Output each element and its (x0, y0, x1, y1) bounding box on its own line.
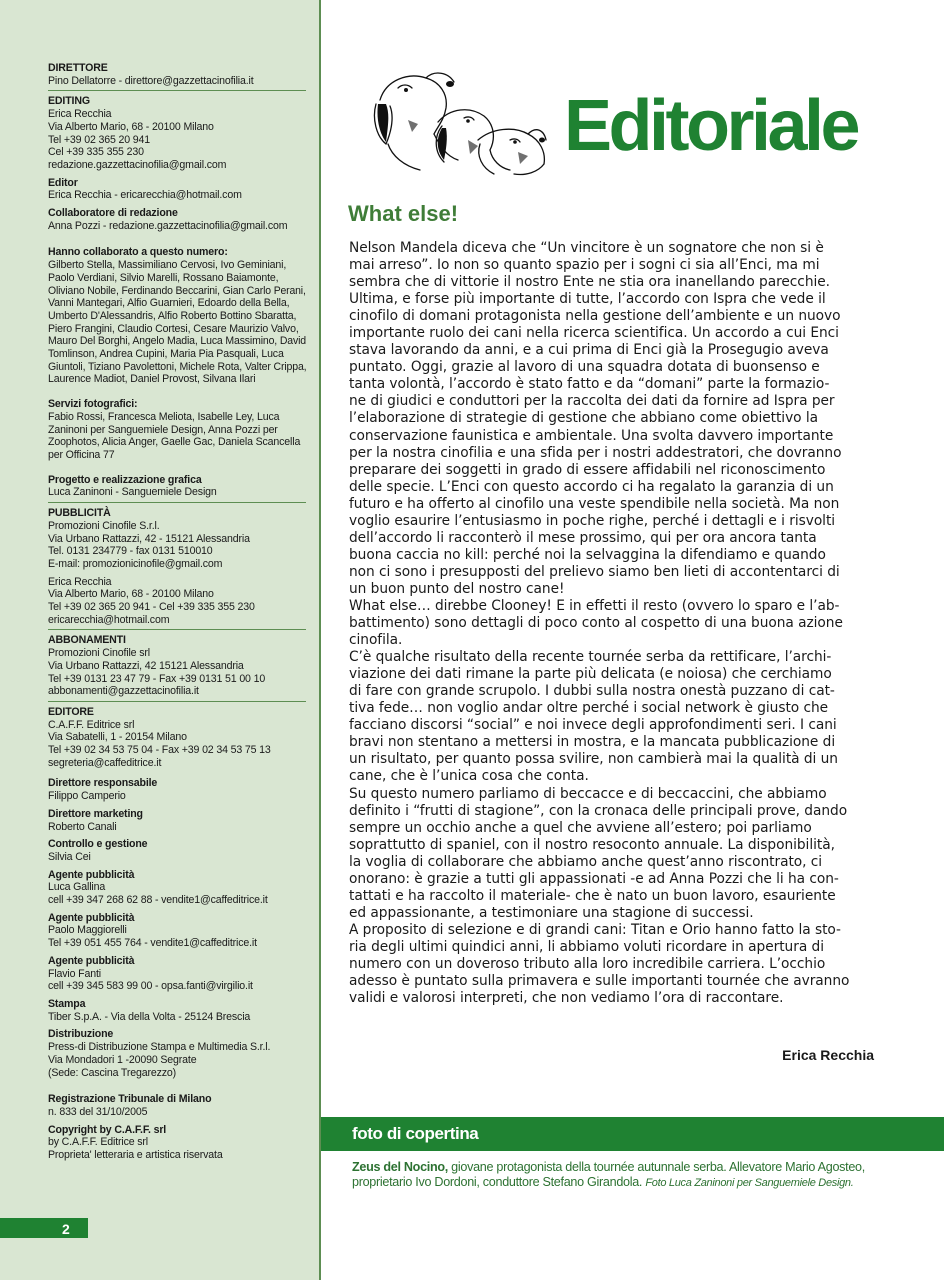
credits-line: Erica Recchia (48, 108, 112, 121)
credits-heading: Distribuzione (48, 1028, 114, 1041)
credits-line: Anna Pozzi - redazione.gazzettacinofilia@gmail.com (48, 219, 288, 232)
article-line: sembra che di vittorie il nostro Ente ne stia ora inanellando parecchie. (349, 274, 830, 291)
credits-block-servizi (48, 398, 306, 462)
credits-line: Piero Frangini, Claudio Cortesi, Cesare Maurizio Valvo, (48, 322, 299, 335)
credits-line: Roberto Canali (48, 820, 117, 833)
article-line: un buon punto del nostro cane! (349, 580, 565, 597)
credits-line: Erica Recchia (48, 575, 112, 588)
credits-block-registrazione (48, 1093, 306, 1118)
caption-text: proprietario Ivo Dordoni, conduttore Stefano Girandola. (352, 1175, 643, 1189)
credits-line: Paolo Maggiorelli (48, 924, 127, 937)
credits-heading: DIRETTORE (48, 62, 108, 74)
credits-line: Via Sabatelli, 1 - 20154 Milano (48, 731, 187, 744)
credits-line: segreteria@caffeditrice.it (48, 756, 162, 769)
credits-line: abbonamenti@gazzettacinofilia.it (48, 685, 199, 698)
article-line: delle specie. L’Enci con questo accordo ci ha regalato la garanzia di un (349, 478, 834, 495)
credits-line: cell +39 345 583 99 00 - opsa.fanti@virgilio.it (48, 980, 253, 993)
credits-line: Pino Dellatorre - direttore@gazzettacinofilia.it (48, 74, 254, 87)
caption-line (352, 1160, 912, 1175)
credits-block-editore (48, 706, 306, 770)
credits-line: Mauro Del Borghi, Angelo Madia, Luca Massimino, David (48, 335, 306, 348)
article-line: cinofilo di domani protagonista nella gestione dell’ambiente e un nuovo (349, 308, 841, 325)
article-line: definito i “frutti di stagione”, con la cronaca delle principali prove, dando (349, 802, 848, 819)
article-author: Erica Recchia (782, 1047, 874, 1063)
credits-heading: Collaboratore di redazione (48, 207, 178, 220)
article-line: battimento) sono dettagli di poco conto al cospetto di una buona azione (349, 615, 843, 632)
credits-line: ericarecchia@hotmail.com (48, 613, 170, 626)
credits-heading: EDITING (48, 95, 90, 108)
caption-line (352, 1175, 912, 1191)
credits-block-agente2 (48, 912, 306, 950)
article-line: ria degli ultimi quindici anni, li abbiamo voluti ricordare in apertura di (349, 938, 824, 955)
credits-line: Fabio Rossi, Francesca Meliota, Isabelle Ley, Luca (48, 410, 280, 423)
credits-line: Tel. 0131 234779 - fax 0131 510010 (48, 545, 213, 558)
credits-line: redazione.gazzettacinofilia@gmail.com (48, 158, 227, 171)
article-line: soprattutto di spaniel, con il nostro resoconto annuale. La disponibilità, (349, 836, 835, 853)
article-line: onorano: è grazie a tutti gli appassionati -e ad Anna Pozzi che li ha con- (349, 870, 839, 887)
article-line: bravi non stentano a mettersi in mostra, e la mancata pubblicazione di (349, 734, 836, 751)
page-number: 2 (62, 1221, 70, 1237)
credits-line: Via Urbano Rattazzi, 42 15121 Alessandria (48, 659, 244, 672)
credits-heading: PUBBLICITÀ (48, 507, 111, 520)
credits-line: Paolo Verdiani, Silvio Marelli, Rossano Baiamonte, (48, 271, 279, 284)
credits-heading: Agente pubblicità (48, 868, 135, 881)
credits-line: Luca Zaninoni - Sanguemiele Design (48, 486, 217, 499)
credits-line: Zoophotos, Alicia Anger, Gaelle Gac, Daniela Scancella (48, 436, 301, 449)
article-line: viazione dei dati rimane la parte più delicata (e noiosa) che cerchiamo (349, 666, 832, 683)
article-line: sempre un occhio anche a quel che avviene all’estero; poi parliamo (349, 819, 812, 836)
credits-sidebar (0, 0, 321, 1280)
credits-line: n. 833 del 31/10/2005 (48, 1105, 148, 1118)
credits-line: Tiber S.p.A. - Via della Volta - 25124 Brescia (48, 1010, 251, 1023)
credits-block-direttore-resp (48, 777, 306, 802)
article-body (349, 240, 875, 1007)
credits-heading: Copyright by C.A.F.F. srl (48, 1123, 167, 1136)
credits-block-abbonamenti (48, 634, 306, 698)
credits-block-progetto (48, 474, 306, 499)
credits-line: Umberto D'Alessandris, Alfio Roberto Bottino Sbaratta, (48, 309, 297, 322)
credits-line: Via Alberto Mario, 68 - 20100 Milano (48, 588, 214, 601)
article-line: cinofila. (349, 632, 403, 649)
credits-line: Promozioni Cinofile srl (48, 647, 150, 660)
photo-credit: Foto Luca Zaninoni per Sanguemiele Design. (645, 1177, 854, 1189)
cover-photo-caption (352, 1160, 912, 1191)
credits-line: Erica Recchia - ericarecchia@hotmail.com (48, 189, 242, 202)
article-line: di fare con grande scrupolo. I dubbi sulla nostra onestà puzzano di cat- (349, 683, 835, 700)
article-line: Su questo numero parliamo di beccacce e di beccaccini, che abbiamo (349, 785, 827, 802)
credits-line: Tel +39 02 365 20 941 (48, 133, 150, 146)
dogs-illustration (368, 60, 550, 182)
credits-line: Flavio Fanti (48, 967, 101, 980)
article-line: futuro e ha offerto al cinofilo una veste spendibile nella società. Ma non (349, 495, 840, 512)
article-line: C’è qualche risultato della recente tournée serba da rettificare, l’archi- (349, 649, 832, 666)
article-line: A proposito di selezione e di grandi cani: Titan e Orio hanno fatto la sto- (349, 921, 841, 938)
credits-block-collaboratore (48, 207, 306, 232)
credits-line: Laurence Madiot, Daniel Provost, Silvana Ilari (48, 373, 256, 386)
masthead-credits (48, 62, 306, 1162)
credits-line: Tomlinson, Andrea Cupini, Maria Pia Pasquali, Luca (48, 348, 284, 361)
credits-line: Via Alberto Mario, 68 - 20100 Milano (48, 120, 214, 133)
credits-heading: EDITORE (48, 705, 94, 718)
article-line: preparare dei soggetti in grado di essere affidabili nel riconoscimento (349, 461, 826, 478)
credits-line: Promozioni Cinofile S.r.l. (48, 519, 160, 532)
article-line: adesso è puntato sulla primavera e sulle importanti tournée che avranno (349, 973, 850, 990)
article-title: What else! (348, 201, 459, 226)
credits-line: Tel +39 051 455 764 - vendite1@caffeditrice.it (48, 937, 257, 950)
credits-divider (48, 90, 306, 91)
credits-heading: Registrazione Tribunale di Milano (48, 1093, 212, 1106)
article-line: cane, che è l’unica cosa che conta. (349, 768, 589, 785)
article-line: facciano discorsi “social” e noi invece degli approfondimenti seri. I cani (349, 717, 837, 734)
article-line: tanta volontà, l’accordo è stato fatto e da “domani” parte la formazio- (349, 376, 830, 393)
credits-line: Gilberto Stella, Massimiliano Cervosi, Ivo Geminiani, (48, 259, 287, 272)
credits-block-copyright (48, 1124, 306, 1162)
credits-line: Luca Gallina (48, 881, 106, 894)
credits-block-direttore (48, 62, 306, 87)
article-line: validi e valorosi interpreti, che non vediamo l’ora di raccontare. (349, 990, 784, 1007)
credits-line: Press-di Distribuzione Stampa e Multimedia S.r.l. (48, 1041, 271, 1054)
credits-line: Proprieta' letteraria e artistica riservata (48, 1149, 223, 1162)
credits-heading: Direttore responsabile (48, 777, 158, 790)
cover-photo-title: foto di copertina (352, 1124, 479, 1143)
credits-line: Tel +39 02 34 53 75 04 - Fax +39 02 34 53 75 13 (48, 744, 271, 757)
article-line: Ultima, e forse più importante di tutte, l’accordo con Ispra che vede il (349, 291, 826, 308)
credits-line: Silvia Cei (48, 850, 91, 863)
caption-text: giovane protagonista della tournée autunnale serba. Allevatore Mario Agosteo, (447, 1160, 865, 1174)
credits-block-agente3 (48, 955, 306, 993)
credits-divider (48, 701, 306, 702)
credits-divider (48, 502, 306, 503)
credits-line: C.A.F.F. Editrice srl (48, 718, 135, 731)
article-line: per la nostra cinofilia e una sfida per i nostri addestratori, che dovranno (349, 444, 842, 461)
article-line: tiva fede… non voglio andar oltre perché i social network è giusto che (349, 700, 829, 717)
article-line: non ci sono i presupposti del prelievo siamo ben lieti di accontentarci di (349, 563, 840, 580)
article-line: tattati e ha raccolto il materiale- che è nato un buon lavoro, esauriente (349, 887, 836, 904)
credits-line: Zaninoni per Sanguemiele Design, Anna Pozzi per (48, 423, 278, 436)
article-line: un risultato, per quanto possa svilire, non cambierà mai la qualità di un (349, 751, 838, 768)
article-line: buona caccia no kill: perché noi la selvaggina la difendiamo e quando (349, 546, 826, 563)
article-line: mai arreso”. Io non so quanto spazio per i sogni ci sia all’Enci, ma mi (349, 257, 820, 274)
credits-heading: Agente pubblicità (48, 911, 135, 924)
article-line: l’elaborazione di strategie di gestione che abbiano come obiettivo la (349, 410, 818, 427)
credits-line: Tel +39 0131 23 47 79 - Fax +39 0131 51 00 10 (48, 672, 266, 685)
credits-line: Via Mondadori 1 -20090 Segrate (48, 1053, 197, 1066)
credits-block-stampa (48, 998, 306, 1023)
credits-block-hanno-collaborato (48, 246, 306, 386)
article-line: importante ruolo dei cani nella ricerca scientifica. Un accordo a cui Enci (349, 325, 839, 342)
credits-line: cell +39 347 268 62 88 - vendite1@caffeditrice.it (48, 894, 268, 907)
credits-block-editing (48, 95, 306, 171)
credits-heading: Hanno collaborato a questo numero: (48, 246, 228, 259)
credits-block-editor (48, 177, 306, 202)
article-line: puntato. Oggi, grazie al lavoro di una squadra dotata di buonsenso e (349, 359, 820, 376)
credits-divider (48, 629, 306, 630)
credits-line: Oliviano Nobile, Ferdinando Beccarini, Gian Carlo Perani, (48, 284, 306, 297)
article-line: stava lavorando da anni, e a cui prima di Enci già la Prosegugio aveva (349, 342, 829, 359)
article-line: Nelson Mandela diceva che “Un vincitore è un sognatore che non si è (349, 240, 824, 256)
credits-heading: Direttore marketing (48, 807, 143, 820)
article-line: dell’accordo li racconterò il mese prossimo, qui per ora ancora tanta (349, 529, 817, 546)
page-number-bar (0, 1218, 88, 1238)
credits-block-pubblicita (48, 507, 306, 626)
credits-block-agente1 (48, 869, 306, 907)
article-line: conservazione faunistica e ambientale. Una svolta davvero importante (349, 427, 834, 444)
article-line: numero con un doveroso tributo alla loro incredibile carriera. L’occhio (349, 955, 826, 972)
credits-heading: Servizi fotografici: (48, 398, 138, 411)
credits-line: Tel +39 02 365 20 941 - Cel +39 335 355 230 (48, 601, 255, 614)
credits-heading: Progetto e realizzazione grafica (48, 473, 202, 486)
credits-line: (Sede: Cascina Tregarezzo) (48, 1066, 176, 1079)
credits-heading: Controllo e gestione (48, 838, 148, 851)
credits-line: Giuntoli, Tiziano Pavolettoni, Michele Rota, Valter Crippa, (48, 360, 307, 373)
article-line: voglio esaurire l’entusiasmo in poche righe, perché i dettagli e i risvolti (349, 512, 836, 529)
credits-heading: Editor (48, 176, 78, 189)
section-title: Editoriale (564, 86, 858, 166)
article-line: la voglia di collaborare che abbiamo anche quest’anno riscontrato, ci (349, 853, 823, 870)
cover-dog-name: Zeus del Nocino, (352, 1160, 448, 1174)
credits-line: Via Urbano Rattazzi, 42 - 15121 Alessandria (48, 532, 250, 545)
credits-line: by C.A.F.F. Editrice srl (48, 1136, 149, 1149)
article-line: ed appassionante, a testimoniare una stagione di successi. (349, 904, 754, 921)
credits-block-distribuzione (48, 1028, 306, 1079)
credits-heading: ABBONAMENTI (48, 634, 126, 647)
credits-line: Vanni Mantegari, Alfio Guarnieri, Edoardo della Bella, (48, 297, 290, 310)
credits-block-controllo (48, 838, 306, 863)
credits-heading: Agente pubblicità (48, 954, 135, 967)
credits-line: Filippo Camperio (48, 790, 126, 803)
credits-heading: Stampa (48, 998, 86, 1010)
credits-line: E-mail: promozionicinofile@gmail.com (48, 557, 223, 570)
credits-line: per Officina 77 (48, 448, 115, 461)
article-line: What else… direbbe Clooney! E in effetti il resto (ovvero lo sparo e l’ab- (349, 597, 840, 614)
article-line: ne di giudici e conduttori per la raccolta dei dati da fornire ad Ispra per (349, 393, 835, 410)
credits-block-direttore-mkt (48, 808, 306, 833)
credits-line: Cel +39 335 355 230 (48, 146, 144, 159)
